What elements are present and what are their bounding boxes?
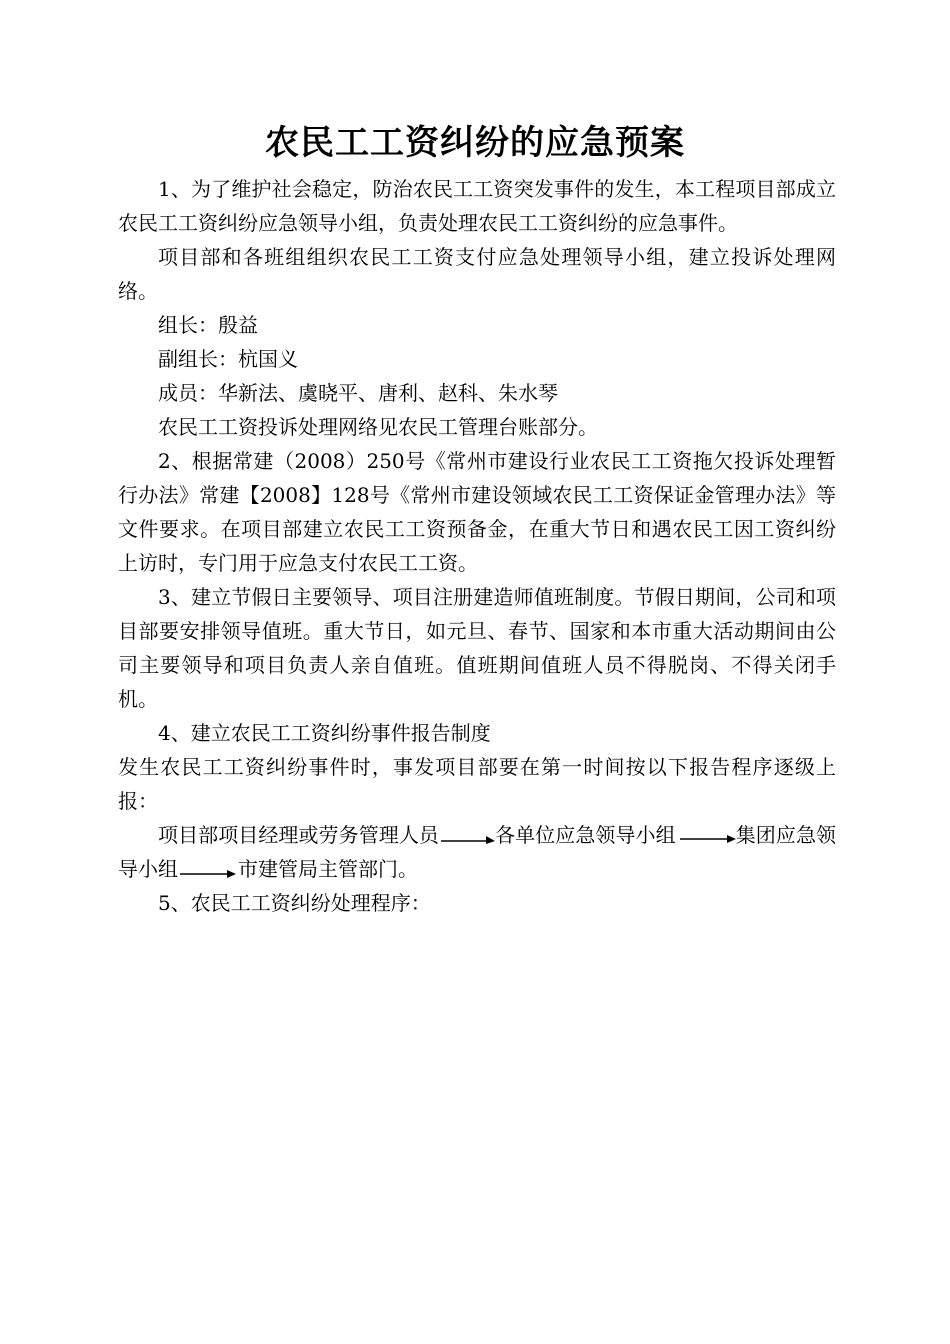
paragraph-3-duty: 3、建立节假日主要领导、项目注册建造师值班制度。节假日期间，公司和项目部要安排领导值班。重大节日，如元旦、春节、国家和本市重大活动期间由公司主要领导和项目负责人亲自值班。值班期间值班人员不得脱岗、不得关闭手机。 xyxy=(118,585,836,711)
paragraph-2: 项目部和各班组组织农民工工资支付应急处理领导小组，建立投诉处理网络。 xyxy=(118,245,836,303)
document-title: 农民工工资纠纷的应急预案 xyxy=(265,123,685,163)
paragraph-2-regulations: 2、根据常建（2008）250号《常州市建设行业农民工工资拖欠投诉处理暂行办法》常建【2008】128号《常州市建设领域农民工工资保证金管理办法》等文件要求。在项目部建立农民工工资预备金，在重大节日和遇农民工因工资纠纷上访时，专门用于应急支付农民工工资。 xyxy=(118,449,836,575)
paragraph-1: 1、为了维护社会稳定，防治农民工工资突发事件的发生，本工程项目部成立农民工工资纠纷应急领导小组，负责处理农民工工资纠纷的应急事件。 xyxy=(118,177,836,235)
complaint-network-note: 农民工工资投诉处理网络见农民工管理台账部分。 xyxy=(158,415,598,439)
members-line: 成员：华新法、虞晓平、唐利、赵科、朱水琴 xyxy=(158,381,558,405)
paragraph-5-heading: 5、农民工工资纠纷处理程序： xyxy=(158,891,431,915)
arrow-right-icon xyxy=(178,864,238,878)
paragraph-4-body: 发生农民工工资纠纷事件时，事发项目部要在第一时间按以下报告程序逐级上报： xyxy=(118,755,836,813)
document-body xyxy=(118,172,836,920)
paragraph-4-heading: 4、建立农民工工资纠纷事件报告制度 xyxy=(158,721,491,745)
arrow-right-icon xyxy=(439,830,495,844)
report-flow-step-1: 项目部项目经理或劳务管理人员 xyxy=(158,823,439,847)
deputy-leader-line: 副组长：杭国义 xyxy=(158,347,298,371)
report-flow-step-2: 各单位应急领导小组 xyxy=(494,823,676,847)
report-flow-step-3: 集团应急领导小组 xyxy=(118,823,837,881)
arrow-right-icon xyxy=(676,830,736,844)
leader-line: 组长：殷益 xyxy=(158,313,258,337)
report-flow-step-4: 市建管局主管部门。 xyxy=(238,857,418,881)
report-flow xyxy=(118,818,836,886)
